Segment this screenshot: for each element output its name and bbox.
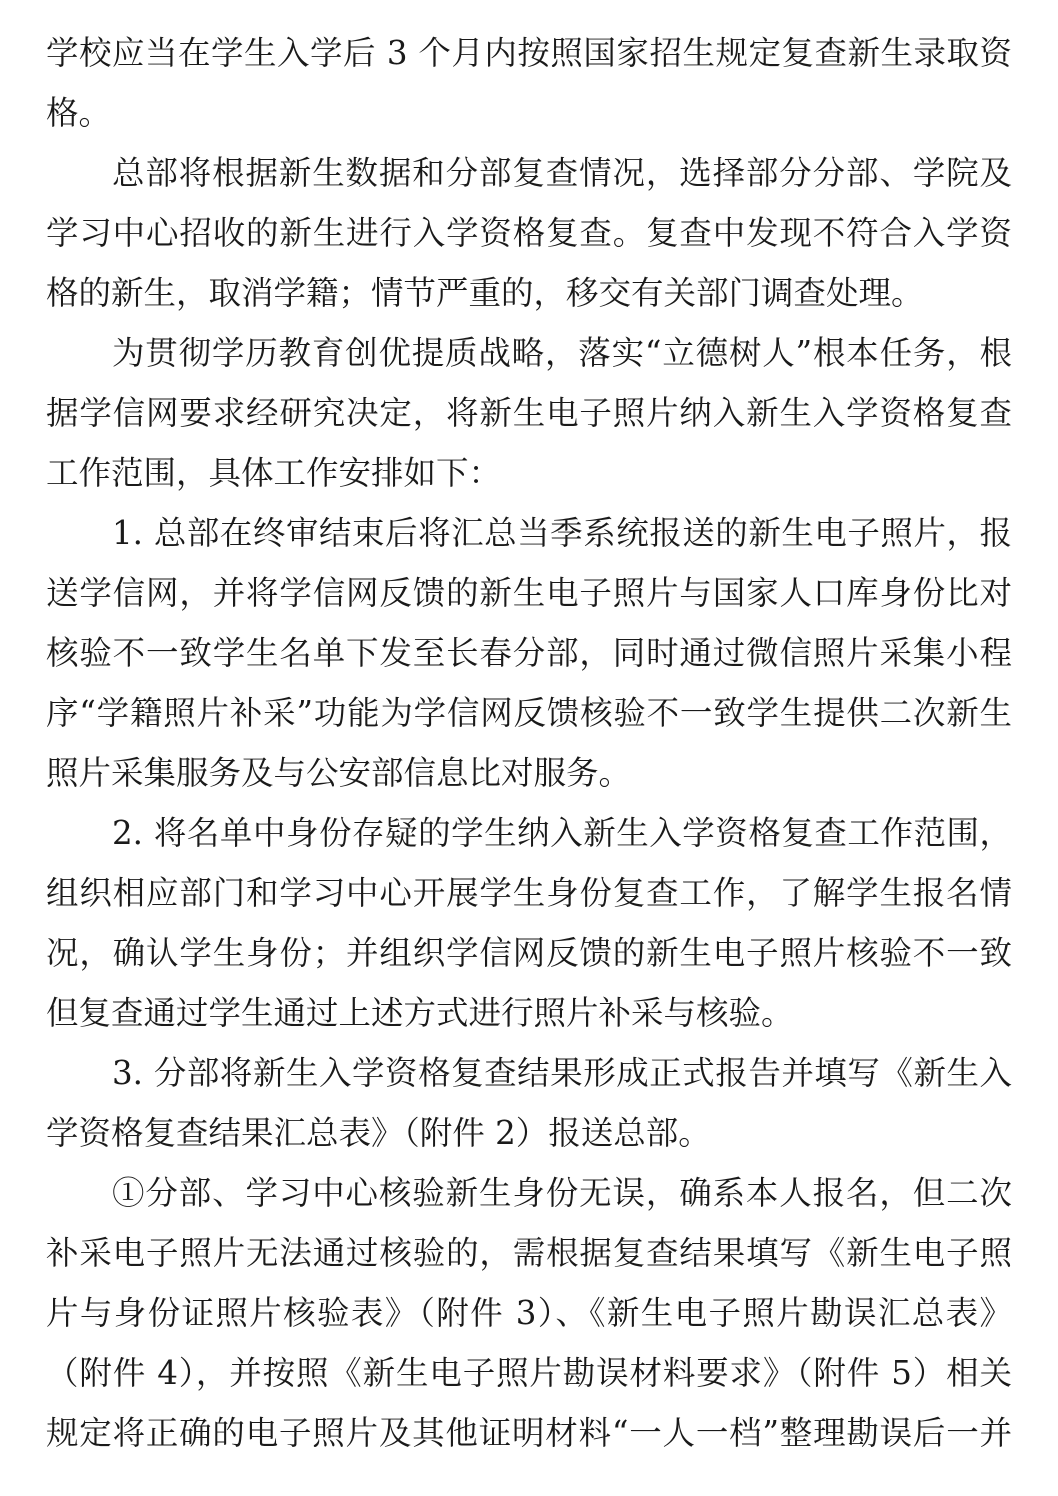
- text-line: 格的新生，取消学籍；情节严重的，移交有关部门调查处理。: [46, 274, 924, 312]
- sub-item-first-line: ①分部、学习中心核验新生身份无误，确系本人报名，但二次: [112, 1174, 1012, 1212]
- text-line: 照片采集服务及与公安部信息比对服务。: [46, 754, 632, 792]
- list-item-first-line: 1. 总部在终审结束后将汇总当季系统报送的新生电子照片，报: [112, 514, 1012, 552]
- text-line: 组织相应部门和学习中心开展学生身份复查工作，了解学生报名情: [46, 874, 1012, 912]
- paragraph-first-line: 为贯彻学历教育创优提质战略，落实“立德树人”根本任务，根: [112, 334, 1012, 372]
- text-line: 据学信网要求经研究决定，将新生电子照片纳入新生入学资格复查: [46, 394, 1012, 432]
- text-line: 送学信网，并将学信网反馈的新生电子照片与国家人口库身份比对: [46, 574, 1012, 612]
- text-line: 补采电子照片无法通过核验的，需根据复查结果填写《新生电子照: [46, 1234, 1012, 1272]
- text-line: 学习中心招收的新生进行入学资格复查。复查中发现不符合入学资: [46, 214, 1012, 252]
- text-line: 核验不一致学生名单下发至长春分部，同时通过微信照片采集小程: [46, 634, 1012, 672]
- text-line: 工作范围，具体工作安排如下：: [46, 454, 502, 492]
- text-line: 学校应当在学生入学后 3 个月内按照国家招生规定复查新生录取资: [46, 34, 1012, 72]
- list-item-first-line: 2. 将名单中身份存疑的学生纳入新生入学资格复查工作范围，: [112, 814, 1012, 852]
- text-line: 序“学籍照片补采”功能为学信网反馈核验不一致学生提供二次新生: [46, 694, 1012, 732]
- text-line: 规定将正确的电子照片及其他证明材料“一人一档”整理勘误后一并: [46, 1414, 1012, 1452]
- text-line: （附件 4），并按照《新生电子照片勘误材料要求》（附件 5）相关: [46, 1354, 1012, 1392]
- text-line: 但复查通过学生通过上述方式进行照片补采与核验。: [46, 994, 794, 1032]
- text-line: 学资格复查结果汇总表》（附件 2）报送总部。: [46, 1114, 711, 1152]
- text-line: 片与身份证照片核验表》（附件 3）、《新生电子照片勘误汇总表》: [46, 1294, 1012, 1332]
- list-item-first-line: 3. 分部将新生入学资格复查结果形成正式报告并填写《新生入: [112, 1054, 1012, 1092]
- text-line: 格。: [46, 94, 112, 132]
- paragraph-first-line: 总部将根据新生数据和分部复查情况，选择部分分部、学院及: [112, 154, 1012, 192]
- text-line: 况，确认学生身份；并组织学信网反馈的新生电子照片核验不一致: [46, 934, 1012, 972]
